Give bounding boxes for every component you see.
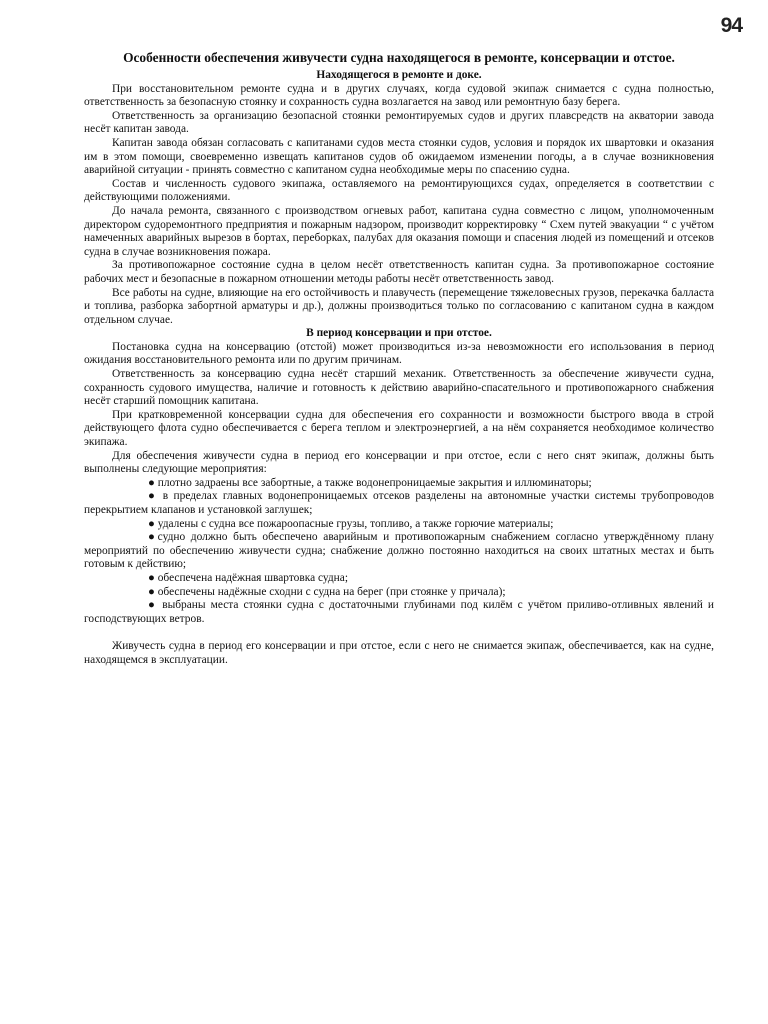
bullet-item: ● плотно задраены все забортные, а также водонепроницаемые закрытия и иллюминаторы; bbox=[148, 476, 592, 489]
paragraph: За противопожарное состояние судна в целом несёт ответственность капитан судна. За противопожарное состояние рабочих мест и безопасные в пожарном отношении методы работы несёт ответственность завод. bbox=[84, 259, 714, 285]
document-body bbox=[84, 50, 714, 667]
bullet-item: ● выбраны места стоянки судна с достаточными глубинами под килём с учётом приливо-отливных явлений и господствующих ветров. bbox=[84, 599, 714, 625]
paragraph: Капитан завода обязан согласовать с капитанами судов места стоянки судов, условия и порядок их швартовки и оказания им в этом помощи, своевременно извещать капитанов судов об ожидаемом изменении погоды, а в случае возникновения аварийной ситуации - принять совместно с капитаном судна необходимые меры по спасению судна. bbox=[84, 136, 714, 177]
paragraph: Ответственность за консервацию судна несёт старший механик. Ответственность за обеспечение живучести судна, сохранность судового имущества, наличие и готовность к действию аварийно-спасательного и противопожарного снабжения несёт старший помощник капитана. bbox=[84, 368, 714, 408]
paragraph: До начала ремонта, связанного с производством огневых работ, капитана судна совместно с лицом, уполномоченным директором судоремонтного предприятия и пожарным надзором, производит корректировку “ Схем путей эвакуации “ с учётом намеченных аварийных вырезов в бортах, переборках, палубах для оказания помощи и спасения людей из помещений и отсеков судна в случае возникновения пожара. bbox=[84, 204, 714, 258]
document-title: Особенности обеспечения живучести судна находящегося в ремонте, консервации и отстое. bbox=[123, 50, 675, 65]
bullet-item: ●судно должно быть обеспечено аварийным и противопожарным снабжением согласно утверждённому плану мероприятий по обеспечению живучести судна; снабжение должно постоянно находиться на своих штатных местах и быть готовым к действию; bbox=[84, 531, 714, 571]
paragraph: Все работы на судне, влияющие на его остойчивость и плавучесть (перемещение тяжеловесных грузов, перекачка балласта и топлива, разборка забортной арматуры и др.), должны производиться только по согласованию с капитаном судна в каждом отдельном случае. bbox=[84, 286, 714, 326]
section-heading-conservation: В период консервации и при отстое. bbox=[306, 327, 492, 340]
page-number: 94 bbox=[720, 14, 742, 37]
section-heading-repair: Находящегося в ремонте и доке. bbox=[316, 69, 482, 81]
paragraph: Постановка судна на консервацию (отстой) может производиться из-за невозможности его использования в период ожидания восстановительного ремонта или по другим причинам. bbox=[84, 340, 714, 367]
paragraph: При восстановительном ремонте судна и в других случаях, когда судовой экипаж снимается с судна полностью, ответственность за безопасную стоянку и сохранность судна возлагается на завод или ремонтную базу берега. bbox=[84, 82, 714, 109]
paragraph: При кратковременной консервации судна для обеспечения его сохранности и возможности быстрого ввода в строй действующего флота судно обеспечивается с берега теплом и электроэнергией, а на нём сохраняется необходимое количество экипажа. bbox=[84, 408, 714, 449]
closing-paragraph: Живучесть судна в период его консервации и при отстое, если с него не снимается экипаж, обеспечивается, как на судне, находящемся в эксплуатации. bbox=[84, 639, 714, 666]
bullet-item: ● обеспечена надёжная швартовка судна; bbox=[148, 571, 348, 584]
bullet-item: ● обеспечены надёжные сходни с судна на берег (при стоянке у причала); bbox=[148, 585, 506, 598]
bullet-item: ● в пределах главных водонепроницаемых отсеков разделены на автономные участки системы трубопроводов перекрытием клапанов и установкой заглушек; bbox=[84, 490, 714, 516]
paragraph: Состав и численность судового экипажа, оставляемого на ремонтирующихся судах, определяется в соответствии с действующими положениями. bbox=[84, 177, 714, 204]
paragraph: Для обеспечения живучести судна в период его консервации и при отстое, если с него снят экипаж, должны быть выполнены следующие мероприятия: bbox=[84, 449, 714, 476]
paragraph: Ответственность за организацию безопасной стоянки ремонтируемых судов и других плавсредств на акватории завода несёт капитан завода. bbox=[84, 109, 714, 136]
bullet-item: ● удалены с судна все пожароопасные грузы, топливо, а также горючие материалы; bbox=[148, 517, 554, 530]
